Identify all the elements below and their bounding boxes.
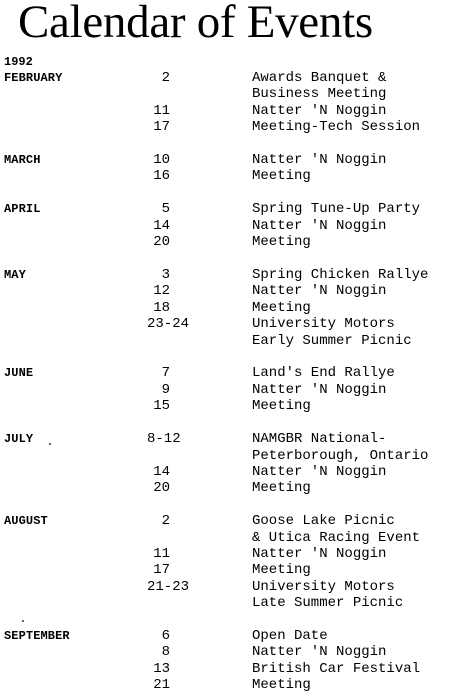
event-date: 8 bbox=[161, 644, 170, 661]
event-line bbox=[0, 168, 460, 184]
month-spacer bbox=[0, 349, 460, 366]
event-line bbox=[0, 234, 460, 250]
month-block-june bbox=[0, 365, 460, 414]
event-description: Natter 'N Noggin bbox=[252, 283, 387, 300]
calendar-list bbox=[0, 70, 460, 694]
event-description: Meeting bbox=[252, 234, 311, 251]
event-description: Awards Banquet & bbox=[252, 70, 387, 86]
scan-speck bbox=[22, 620, 24, 622]
month-spacer bbox=[0, 136, 460, 153]
event-date: 16 bbox=[153, 168, 170, 185]
event-description: Natter 'N Noggin bbox=[252, 644, 387, 661]
scan-speck bbox=[49, 443, 51, 445]
month-name: APRIL bbox=[4, 202, 41, 217]
month-spacer bbox=[0, 415, 460, 432]
event-date: 18 bbox=[153, 299, 170, 316]
event-line bbox=[0, 513, 460, 529]
event-description: Meeting bbox=[252, 480, 311, 497]
event-date: 7 bbox=[161, 365, 170, 382]
event-description: Land's End Rallye bbox=[252, 365, 395, 382]
month-name: FEBRUARY bbox=[4, 71, 63, 85]
event-date: 13 bbox=[153, 660, 170, 677]
event-date: 11 bbox=[153, 545, 170, 562]
month-spacer bbox=[0, 497, 460, 514]
event-line bbox=[0, 562, 460, 578]
event-line bbox=[0, 218, 460, 234]
event-line bbox=[0, 431, 460, 447]
event-description: Goose Lake Picnic bbox=[252, 513, 395, 530]
event-description: British Car Festival bbox=[252, 660, 421, 677]
event-description: Late Summer Picnic bbox=[252, 595, 404, 612]
event-date: 2 bbox=[161, 513, 170, 530]
event-line bbox=[0, 677, 460, 693]
event-line bbox=[0, 316, 460, 332]
event-description: Meeting bbox=[252, 398, 311, 415]
event-line bbox=[0, 546, 460, 562]
event-line bbox=[0, 119, 460, 135]
event-line bbox=[0, 382, 460, 398]
event-line bbox=[0, 644, 460, 660]
month-name: MARCH bbox=[4, 153, 41, 168]
event-description: Meeting bbox=[252, 299, 311, 316]
event-line bbox=[0, 530, 460, 546]
event-date: 11 bbox=[153, 102, 170, 119]
month-spacer bbox=[0, 612, 460, 629]
event-description: Early Summer Picnic bbox=[252, 332, 412, 349]
event-line bbox=[0, 86, 460, 102]
event-date: 6 bbox=[161, 628, 170, 645]
event-line bbox=[0, 464, 460, 480]
event-line bbox=[0, 448, 460, 464]
event-date: 21 bbox=[153, 677, 170, 694]
month-block-april bbox=[0, 201, 460, 250]
event-line bbox=[0, 661, 460, 677]
event-description: Meeting-Tech Session bbox=[252, 119, 421, 136]
event-line bbox=[0, 579, 460, 595]
event-description: Open Date bbox=[252, 628, 328, 645]
event-date: 20 bbox=[153, 480, 170, 497]
event-description: Natter 'N Noggin bbox=[252, 381, 387, 398]
event-date: 14 bbox=[153, 463, 170, 480]
event-date: 10 bbox=[153, 152, 170, 169]
event-date: 8-12 bbox=[147, 431, 181, 448]
event-line bbox=[0, 300, 460, 316]
month-block-may bbox=[0, 267, 460, 349]
event-line bbox=[0, 628, 460, 644]
event-description: Peterborough, Ontario bbox=[252, 447, 429, 464]
event-date: 9 bbox=[161, 381, 170, 398]
event-description: Meeting bbox=[252, 562, 311, 579]
month-name: SEPTEMBER bbox=[4, 629, 70, 644]
event-date: 15 bbox=[153, 398, 170, 415]
event-description: Business Meeting bbox=[252, 86, 387, 103]
event-line bbox=[0, 595, 460, 611]
event-date: 5 bbox=[161, 201, 170, 218]
month-block-march bbox=[0, 152, 460, 185]
month-block-july bbox=[0, 431, 460, 497]
event-date: 20 bbox=[153, 234, 170, 251]
event-date: 17 bbox=[153, 562, 170, 579]
event-description: NAMGBR National- bbox=[252, 431, 387, 448]
event-description: Meeting bbox=[252, 168, 311, 185]
event-line bbox=[0, 283, 460, 299]
month-block-september bbox=[0, 628, 460, 694]
event-line bbox=[0, 333, 460, 349]
event-line bbox=[0, 365, 460, 381]
event-description: University Motors bbox=[252, 316, 395, 333]
event-date: 21-23 bbox=[147, 578, 190, 595]
month-name: MAY bbox=[4, 268, 26, 283]
month-spacer bbox=[0, 185, 460, 202]
event-line bbox=[0, 201, 460, 217]
month-block-august bbox=[0, 513, 460, 611]
event-description: & Utica Racing Event bbox=[252, 529, 421, 546]
event-description: Natter 'N Noggin bbox=[252, 152, 387, 169]
month-name: JUNE bbox=[4, 366, 34, 381]
event-line bbox=[0, 480, 460, 496]
event-date: 3 bbox=[161, 267, 170, 284]
month-spacer bbox=[0, 251, 460, 268]
event-line bbox=[0, 267, 460, 283]
event-description: Spring Chicken Rallye bbox=[252, 267, 429, 284]
event-description: Meeting bbox=[252, 677, 311, 694]
month-block-february bbox=[0, 70, 460, 136]
event-date: 23-24 bbox=[147, 316, 190, 333]
event-date: 14 bbox=[153, 217, 170, 234]
event-description: Natter 'N Noggin bbox=[252, 217, 387, 234]
event-description: Spring Tune-Up Party bbox=[252, 201, 421, 218]
page-title: Calendar of Events bbox=[18, 0, 373, 48]
event-description: University Motors bbox=[252, 578, 395, 595]
month-name: AUGUST bbox=[4, 514, 48, 529]
event-line bbox=[0, 398, 460, 414]
event-line bbox=[0, 70, 460, 86]
month-name: JULY bbox=[4, 432, 34, 447]
event-line bbox=[0, 103, 460, 119]
event-date: 12 bbox=[153, 283, 170, 300]
event-description: Natter 'N Noggin bbox=[252, 102, 387, 119]
event-line bbox=[0, 152, 460, 168]
event-description: Natter 'N Noggin bbox=[252, 545, 387, 562]
year-label: 1992 bbox=[4, 55, 33, 69]
event-date: 17 bbox=[153, 119, 170, 136]
event-description: Natter 'N Noggin bbox=[252, 463, 387, 480]
event-date: 2 bbox=[161, 70, 170, 86]
